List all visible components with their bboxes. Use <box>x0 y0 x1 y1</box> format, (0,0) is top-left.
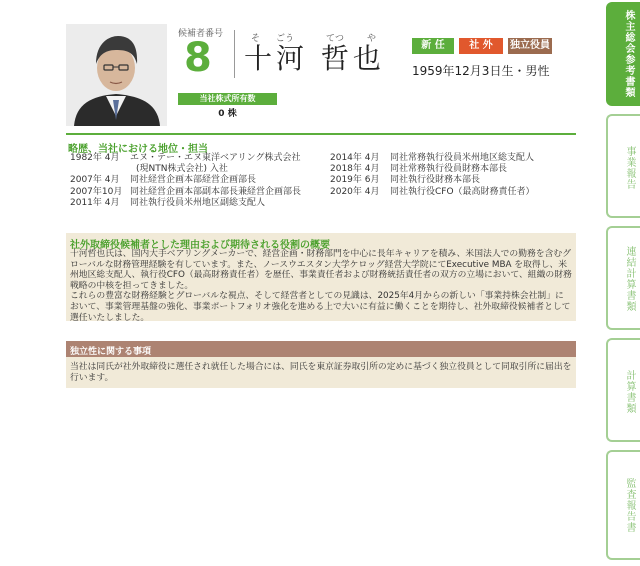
history-entry: (現NTN株式会社) 入社 <box>136 164 228 175</box>
tab-shareholders-meeting-reference[interactable] <box>606 2 640 106</box>
tab-financial-statements[interactable] <box>606 338 640 442</box>
name-ruby-2: ごう <box>276 34 295 44</box>
tab-label: 監査報告書 <box>624 478 635 533</box>
portrait-image <box>66 24 167 126</box>
tab-label: 事業報告 <box>624 146 635 190</box>
shares-value: 0 株 <box>218 109 237 119</box>
name-ruby-3: てつ <box>326 34 345 44</box>
header-divider <box>234 30 235 78</box>
reason-title: 社外取締役候補者とした理由および期待される役割の概要 <box>70 240 330 251</box>
history-entry: 2020年 4月 同社執行役CFO（最高財務責任者） <box>330 186 535 197</box>
badge-new: 新 任 <box>412 38 454 54</box>
history-entry: 2018年 4月 同社常務執行役員財務本部長 <box>330 164 508 175</box>
badge-outside: 社 外 <box>459 38 503 54</box>
history-right-column <box>330 153 535 198</box>
shares-label: 当社株式所有数 <box>178 93 277 105</box>
tab-label: 計算書類 <box>624 370 635 414</box>
badge-independent: 独立役員 <box>508 38 552 54</box>
tab-business-report[interactable] <box>606 114 640 218</box>
candidate-name: 十河 哲也 <box>244 42 385 75</box>
history-entry: 2007年10月 同社経営企画本部副本部長兼経営企画部長 <box>70 186 302 197</box>
tab-label: 株主総会参考書類 <box>623 10 634 98</box>
section-divider <box>66 133 576 135</box>
candidate-number-label: 候補者番号 <box>178 29 224 39</box>
independence-title: 独立性に関する事項 <box>70 347 152 357</box>
history-entry: 2019年 6月 同社執行役財務本部長 <box>330 175 481 186</box>
reason-paragraph-2: これらの豊富な財務経験とグローバルな視点、そして経営者としての見識は、2025年4月からの新しい「事業持株会社制」において、事業管理基盤の強化、事業ポートフォリオ強化を進める上で大いに有益に働くことを期待し、社外取締役候補者として選任いたしました。 <box>70 291 571 323</box>
history-title: 略歴、当社における地位・担当 <box>68 144 208 155</box>
independence-body: 当社は同氏が社外取締役に選任され就任した場合には、同氏を東京証券取引所の定めに基づく独立役員として同取引所に届出を行います。 <box>70 362 572 383</box>
birth-info: 1959年12月3日生・男性 <box>412 64 550 78</box>
name-ruby-1: そ <box>251 34 261 44</box>
history-entry: 2007年 4月 同社経営企画本部経営企画部長 <box>70 175 257 186</box>
tab-audit-report[interactable] <box>606 450 640 560</box>
candidate-photo <box>66 24 167 126</box>
candidate-number: 8 <box>184 35 212 81</box>
tab-label: 連結計算書類 <box>624 246 635 312</box>
reason-paragraph-1: 十河哲也氏は、国内大手ベアリングメーカーで、経営企画・財務部門を中心に長年キャリアを積み、米国法人での勤務を含むグローバルな財務管理経験を有しています。また、ノースウエスタン大学ケロッグ経営大学院にてExecutive MBA を取得し、米州地区総支配人、執行役CFO（最高財務責任者）を歴任、事業責任者および財務統括責任者の双方の立場において、組織の財務戦略の中核を担ってきました。 <box>70 249 572 291</box>
tab-consolidated-financial-statements[interactable] <box>606 226 640 330</box>
name-ruby-4: や <box>367 34 377 44</box>
history-entry: 2011年 4月 同社執行役員米州地区副総支配人 <box>70 197 266 208</box>
history-left-column <box>70 153 301 209</box>
history-entry: 1982年 4月 エヌ・テー・エヌ東洋ベアリング株式会社 <box>70 153 301 163</box>
reason-body <box>70 249 572 323</box>
history-entry: 2014年 4月 同社常務執行役員米州地区総支配人 <box>330 153 535 163</box>
